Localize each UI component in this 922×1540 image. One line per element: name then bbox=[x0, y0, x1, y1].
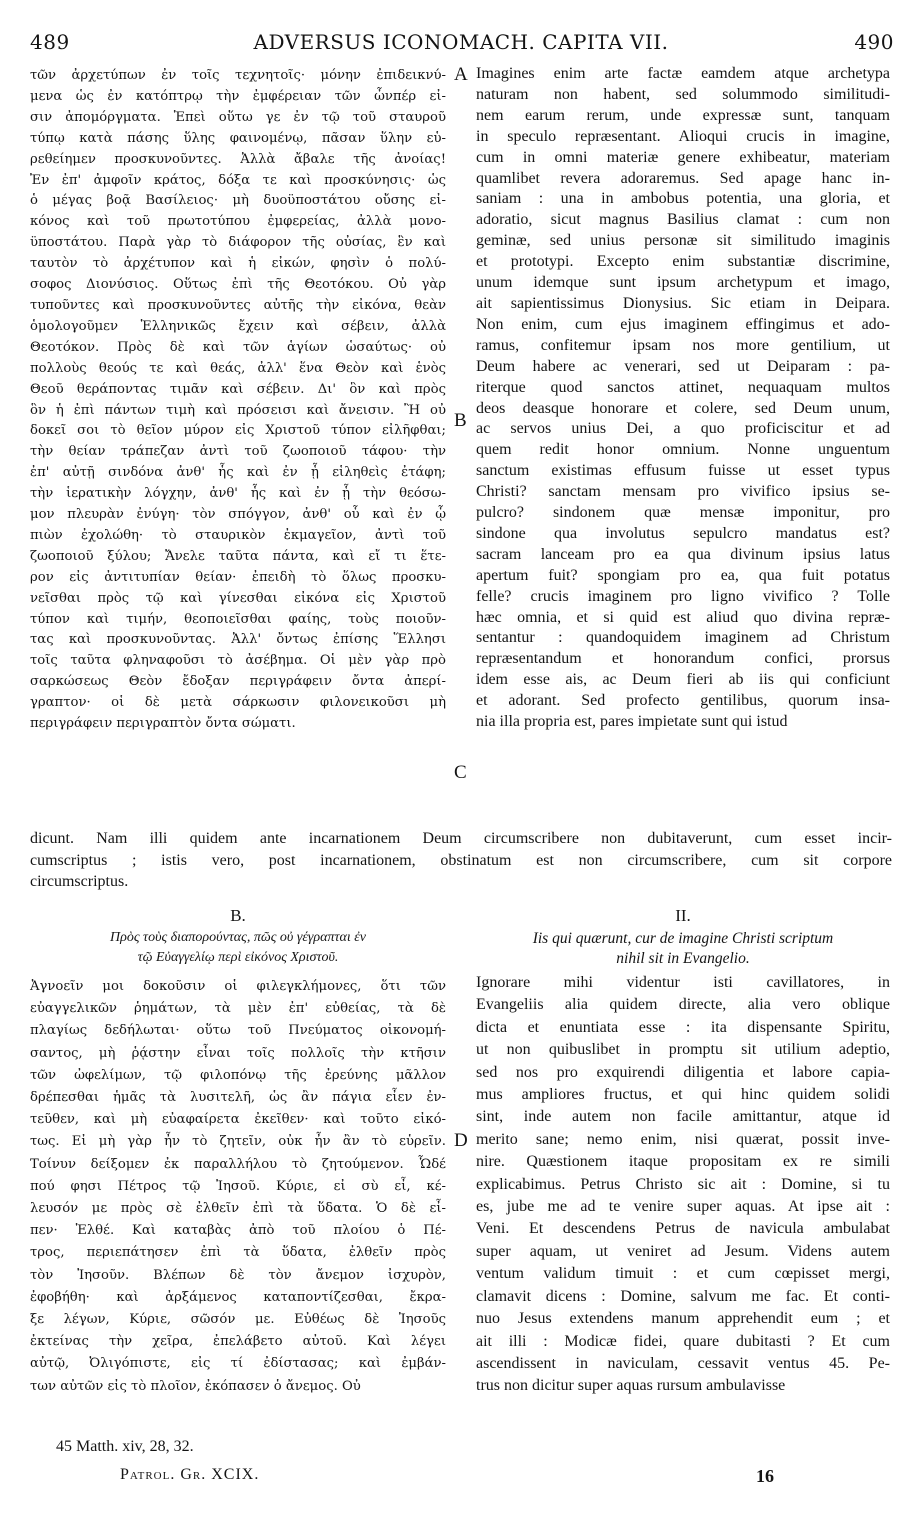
section-title-greek-line-2: τῷ Εὐαγγελίῳ περὶ εἰκόνος Χριστοῦ. bbox=[137, 950, 339, 965]
text-line: sacram lanceam pro ea qua divinum ipsius latus bbox=[476, 545, 890, 563]
text-line: dicta et enuntiata esse : ita dispensante Spiritu, bbox=[476, 1018, 890, 1036]
text-line: dicunt. Nam illi quidem ante incarnationem Deum circumscribere non dubitaverunt, cum esset incir- bbox=[30, 830, 892, 847]
marker-b: B bbox=[454, 410, 467, 431]
marker-d: D bbox=[454, 1130, 468, 1151]
text-line: mus ampliores fructus, et qui hinc quidem solidi bbox=[476, 1086, 890, 1104]
text-line: Τοίνυν δείξομεν ἐκ παραλλήλου τὸ ζητούμενον. Ὧδέ bbox=[30, 1156, 446, 1172]
text-line: quamlibet revera adoraremus. Sed apage hanc in- bbox=[476, 169, 890, 187]
text-line: ξε λέγων, Κύριε, σῶσόν με. Εὐθέως δὲ Ἰησοῦς bbox=[30, 1312, 446, 1328]
text-line: των αὐτῶν εἰς τὸ πλοῖον, ἐκόπασεν ὁ ἄνεμος. Οὐ bbox=[30, 1378, 361, 1394]
marker-a: A bbox=[454, 64, 468, 85]
section-title-greek-line-1: Πρὸς τοὺς διαπορούντας, πῶς οὐ γέγραπται ἐν bbox=[110, 930, 366, 945]
text-line: τως. Εἰ μὴ γὰρ ἦν τὸ ζητεῖν, οὐκ ἦν ἂν τὸ εὑρεῖν. bbox=[30, 1134, 446, 1150]
text-line: sanctum existimas effusum fuisse ut esset typus bbox=[476, 462, 890, 480]
text-line: δρέπεσθαι ἡμᾶς τὰ λυσιτελῆ, ὡς ἂν πάγια εἶεν ἐν- bbox=[30, 1090, 446, 1106]
text-line: Deum habere ac venerari, sed ut Deiparam : pa- bbox=[476, 357, 890, 375]
text-line: τύπῳ κατὰ πάσης ὕλης φαινομένῳ, πᾶσαν ὕλην εὑ- bbox=[30, 130, 446, 146]
text-line: naturam non habent, sed solummodo similitudi- bbox=[476, 85, 890, 103]
latin-text-column-bottom bbox=[476, 972, 890, 1398]
text-line: et adorant. Sed profecto gentilibus, quorum insa- bbox=[476, 692, 890, 710]
text-line: γραπτον· οἱ δὲ μετὰ σάρκωσιν φιλονεικοῦσι μὴ bbox=[30, 695, 446, 711]
text-line: τὸν Ἰησοῦν. Βλέπων δὲ τὸν ἄνεμον ἰσχυρὸν, bbox=[30, 1267, 446, 1283]
text-line: ait illi : Modicæ fidei, quare dubitasti ? Et cum bbox=[476, 1332, 890, 1350]
text-line: ταυτὸν τὸ ἀρχέτυπον καὶ ἡ εἰκών, φησὶν ὁ πολύ- bbox=[30, 256, 446, 272]
text-line: τοῖς ταῦτα φληναφοῦσι τὸ ἀσέβημα. Οἱ μὲν γὰρ πρὸ bbox=[30, 653, 446, 669]
text-line: nia illa propria est, pares impietate sunt qui istud bbox=[476, 713, 788, 731]
text-line: μον πλευρὰν ἐνύγη· τὸν σπόγγον, ἀνθ' οὗ καὶ ἐν ᾧ bbox=[30, 507, 446, 523]
text-line: hæc omnia, et si quid est aliud quo divina repræ- bbox=[476, 608, 890, 626]
greek-text-column-top bbox=[30, 66, 446, 735]
section-title-latin-line-1: Iis qui quærunt, cur de imagine Christi scriptum bbox=[532, 930, 834, 947]
text-line: repræsentandum et honorandum confici, prorsus bbox=[476, 650, 890, 668]
text-line: nem earum rerum, unde expressæ sunt, tanquam bbox=[476, 106, 890, 124]
text-line: ascendissent in naviculam, cessavit ventus 45. Pe- bbox=[476, 1354, 890, 1372]
text-line: ἐπ' αὐτῇ σινδόνα ἀνθ' ἧς καὶ ἐν ᾗ εἱληθεὶς ἐτάφη; bbox=[30, 465, 446, 481]
text-line: Ignorare mihi videntur isti cavillatores, in bbox=[476, 974, 890, 991]
text-line: Veni. Et descendens Petrus de navicula ambulabat bbox=[476, 1220, 890, 1238]
text-line: Ἀγνοεῖν μοι δοκοῦσιν οἱ φιλεγκλήμονες, ὅτι τῶν bbox=[30, 979, 446, 994]
text-line: apertum fuit? spongiam pro ea, qua fuit potatus bbox=[476, 566, 890, 584]
text-line: ρεθείημεν προσκυνοῦντες. Ἀλλὰ ἄβαλε τῆς ἀνοίας! bbox=[30, 151, 446, 167]
text-line: τῶν ὠφελίμων, τῷ φιλοπόνῳ τῆς ἐρεύνης μᾶλλον bbox=[30, 1067, 446, 1083]
latin-text-full-width bbox=[30, 828, 892, 893]
text-line: quem redit honor omnium. Nonne unguentum bbox=[476, 441, 890, 459]
marker-c: C bbox=[454, 762, 467, 783]
text-line: nuo Jesus extendens manum apprehendit eum ; et bbox=[476, 1310, 890, 1328]
text-line: τας καὶ προσκυνοῦντας. Ἀλλ' ὄντως ἐπίσης Ἕλλησι bbox=[30, 632, 446, 648]
text-line: riterque quod sanctos attinet, nequaquam multos bbox=[476, 378, 890, 396]
text-line: τὴν θείαν τράπεζαν ἀντὶ τοῦ ζωοποιοῦ τάφου· τὴν bbox=[30, 444, 446, 460]
section-title-latin-line-2: nihil sit in Evangelio. bbox=[616, 950, 750, 967]
text-line: Evangeliis alia quidem directe, alia vero oblique bbox=[476, 996, 890, 1014]
text-line: Θεοῦ θεράποντας τιμᾶν καὶ σέβειν. Δι' ὃν καὶ πρὸς bbox=[30, 381, 446, 397]
text-line: ζωοποιοῦ ξύλου; Ἄνελε ταῦτα πάντα, καὶ εἴ τι ἕτε- bbox=[30, 548, 446, 564]
text-line: ϋποστάτου. Παρὰ γὰρ τὸ διάφορον τῆς οὐσίας, ἓν καὶ bbox=[30, 235, 446, 251]
text-line: pulcro? sindonem quæ mensæ imponitur, pro bbox=[476, 504, 890, 522]
text-line: idem esse ais, ac Deum fieri ab iis qui conficiunt bbox=[476, 671, 890, 689]
text-line: ait sapientissimus Dionysius. Sic etiam in Deipara. bbox=[476, 294, 890, 312]
text-line: νεῖσθαι πρὸς τῷ καὶ γίνεσθαι εἰκόνα εἰς Χριστοῦ bbox=[30, 590, 446, 606]
text-line: cumscriptus ; istis vero, post incarnationem, obstinatum est non circumscribere, cum sit corpore bbox=[30, 851, 892, 869]
text-line: ρον εἰς ἀντιτυπίαν θείαν· ἐπειδὴ τὸ ὅλως προσκυ- bbox=[30, 569, 446, 585]
text-line: πιὼν ἐχολώθη· τὸ σταυρικὸν ἐκμαγεῖον, ἀντὶ τοῦ bbox=[30, 527, 446, 543]
text-line: ac servos unius Dei, a quo proficiscitur et ad bbox=[476, 420, 890, 438]
text-line: felle? crucis imaginem pro ligno vivifico ? Tolle bbox=[476, 587, 890, 605]
text-line: Non enim, cum ejus imaginem effingimus et ado- bbox=[476, 315, 890, 333]
text-line: super aquam, ut veniret ad Jesum. Videns autem bbox=[476, 1242, 890, 1260]
text-line: trus non dicitur super aquas rursum ambulavisse bbox=[476, 1377, 786, 1395]
text-line: deos deasque honorare et colere, sed Deum unum, bbox=[476, 399, 890, 417]
text-line: σοφος Διονύσιος. Οὕτως ἐπὶ τῆς Θεοτόκου. Οὐ γὰρ bbox=[30, 277, 446, 293]
section-number-greek: Β. bbox=[230, 906, 246, 925]
text-line: clamavit dicens : Domine, salvum me fac. Et conti- bbox=[476, 1287, 890, 1305]
text-line: τύπον καὶ τιμήν, θεοποιεῖσθαι φαίης, τοὺς ποιοῦν- bbox=[30, 611, 446, 627]
footnote: 45 Matth. xiv, 28, 32. bbox=[56, 1438, 194, 1455]
text-line: Imagines enim arte factæ eamdem atque archetypa bbox=[476, 65, 890, 82]
latin-text-column-top bbox=[476, 64, 890, 733]
text-line: saniam : una in ambobus potentia, una gloria, et bbox=[476, 190, 890, 208]
text-line: circumscriptus. bbox=[30, 873, 129, 890]
text-line: τυποῦντες καὶ προσκυνοῦντες αὐτῆς τὴν εἰκόνα, θεὰν bbox=[30, 297, 446, 313]
text-line: αὐτῷ, Ὀλιγόπιστε, εἰς τί ἐδίστασας; καὶ ἐμβάν- bbox=[30, 1356, 446, 1372]
text-line: Christi? sanctam mensam pro vivifico ipsius se- bbox=[476, 483, 890, 501]
text-line: πολλοὺς θεούς τε καὶ θεάς, ἀλλ' ἕνα Θεὸν καὶ ἑνὸς bbox=[30, 360, 446, 376]
text-line: geminæ, sed unius personæ sit similitudo imaginis bbox=[476, 232, 890, 250]
text-line: Ἐν ἐπ' ἀμφοῖν κράτος, δόξα τε καὶ προσκύνησις· ὡς bbox=[30, 172, 446, 188]
text-line: ἐφοβήθη· καὶ ἀρξάμενος καταποντίζεσθαι, ἔκρα- bbox=[30, 1289, 446, 1305]
text-line: ὁ μέγας βοᾷ Βασίλειος· μὴ δυοϋποστάτου οὔσης εἰ- bbox=[30, 193, 446, 209]
text-line: σαρκώσεως Θεὸν ἔδοξαν περιγράφειν ὄντα ἀπερί- bbox=[30, 674, 446, 690]
text-line: λευσόν με πρὸς σὲ ἐλθεῖν ἐπὶ τὰ ὕδατα. Ὁ δὲ εἶ- bbox=[30, 1201, 446, 1217]
text-line: μενα ὡς ἐν κατόπτρῳ τὴν ἐμφέρειαν τῶν ὦνπέρ εἰ- bbox=[30, 88, 446, 104]
text-line: cum in omni materiæ genere exhibeatur, materiam bbox=[476, 148, 890, 166]
text-line: sed nos pro exquirendi diligentia et labore capia- bbox=[476, 1063, 890, 1081]
text-line: in speculo repræsentant. Alioqui crucis in imagine, bbox=[476, 127, 890, 145]
signature-mark: Patrol. Gr. XCIX. bbox=[120, 1466, 260, 1483]
text-line: adoratio, sicut magnus Basilius clamat : cum non bbox=[476, 211, 890, 229]
text-line: πού φησι Πέτρος τῷ Ἰησοῦ. Κύριε, εἰ σὺ εἶ, κέ- bbox=[30, 1178, 446, 1194]
text-line: nire. Quæstionem itaque propositam ex re simili bbox=[476, 1153, 890, 1171]
page-number-right: 490 bbox=[854, 30, 894, 54]
text-line: ἐκτείνας τὴν χεῖρα, ἐπελάβετο αὐτοῦ. Καὶ λέγει bbox=[30, 1334, 446, 1350]
text-line: ut non quibuslibet in promptu sit utilium adeptio, bbox=[476, 1041, 890, 1059]
text-line: ramus, confitemur ipsam nos more gentilium, ut bbox=[476, 336, 890, 354]
text-line: τὴν ἱερατικὴν λόγχην, ἀνθ' ἧς καὶ ἐν ᾗ τὴν θεόσω- bbox=[30, 486, 446, 502]
text-line: περιγράφειν περιγραπτὸν ὄντα σώματι. bbox=[30, 716, 296, 732]
text-line: es, jube me ad te venire super aquas. At ipse ait : bbox=[476, 1198, 890, 1216]
text-line: σαντος, μὴ ῥᾴστην εἶναι τοῖς πολλοῖς τὴν κτῆσιν bbox=[30, 1045, 446, 1061]
text-line: sint, inde autem non facile amittantur, atque id bbox=[476, 1108, 890, 1126]
text-line: πεν· Ἐλθέ. Καὶ καταβὰς ἀπὸ τοῦ πλοίου ὁ Πέ- bbox=[30, 1223, 446, 1239]
text-line: τρος, περιεπάτησεν ἐπὶ τὰ ὕδατα, ἐλθεῖν πρὸς bbox=[30, 1245, 446, 1261]
text-line: explicabimus. Petrus Christo sic ait : Domine, si tu bbox=[476, 1175, 890, 1193]
greek-text-column-bottom bbox=[30, 976, 446, 1398]
text-line: Θεοτόκον. Πρὸς δὲ καὶ τῶν ἁγίων ὡσαύτως· οὐ bbox=[30, 339, 446, 355]
text-line: et prototypi. Excepto enim substantiæ discrimine, bbox=[476, 253, 890, 271]
text-line: unum idemque sunt ipsum archetypum et imago, bbox=[476, 274, 890, 292]
text-line: sindone qua involutus sepulcro mandatus est? bbox=[476, 524, 890, 542]
text-line: ventum validum timuit : et cum cœpisset mergi, bbox=[476, 1265, 890, 1283]
section-number-latin: II. bbox=[675, 906, 691, 925]
text-line: τῶν ἀρχετύπων ἐν τοῖς τεχνητοῖς· μόνην ἐπιδεικνύ- bbox=[30, 68, 446, 83]
text-line: σιν ἀπομόργματα. Ἐπεὶ οὕτω γε ἐν τῷ τοῦ σταυροῦ bbox=[30, 109, 446, 125]
text-line: εὐαγγελικῶν ῥημάτων, τὰ μὲν ἐπ' εὐθείας, τὰ δὲ bbox=[30, 1001, 446, 1017]
text-line: ὃν ἡ ἐπὶ πάντων τιμὴ καὶ πρόσεισι καὶ ἄνεισιν. Ἢ οὐ bbox=[30, 402, 446, 418]
text-line: merito sane; nemo enim, nisi quærat, possit inve- bbox=[476, 1130, 890, 1148]
text-line: κόνος καὶ τοῦ πρωτοτύπου ἐμφερείας, ἀλλὰ μονο- bbox=[30, 214, 446, 230]
text-line: πλαγίως δεδήλωται· οὕτω τοῦ Πνεύματος οἰκονομή- bbox=[30, 1023, 446, 1039]
page-number-left: 489 bbox=[30, 30, 70, 54]
text-line: τεῦθεν, καὶ μὴ εὐαφαίρετα ἐκεῖθεν· καὶ τοῦτο εἰκό- bbox=[30, 1112, 446, 1128]
text-line: sentantur : quandoquidem imaginem ad Christum bbox=[476, 629, 890, 647]
text-line: δοκεῖ σοι τὸ θεῖον μύρον εἰς Χριστοῦ τύπον εἰλῆφθαι; bbox=[30, 423, 446, 439]
text-line: ὁμολογοῦμεν Ἑλληνικῶς ἔχειν καὶ σέβειν, ἀλλὰ bbox=[30, 318, 446, 334]
running-title: ADVERSUS ICONOMACH. CAPITA VII. bbox=[253, 30, 669, 54]
signature-number: 16 bbox=[756, 1466, 774, 1486]
